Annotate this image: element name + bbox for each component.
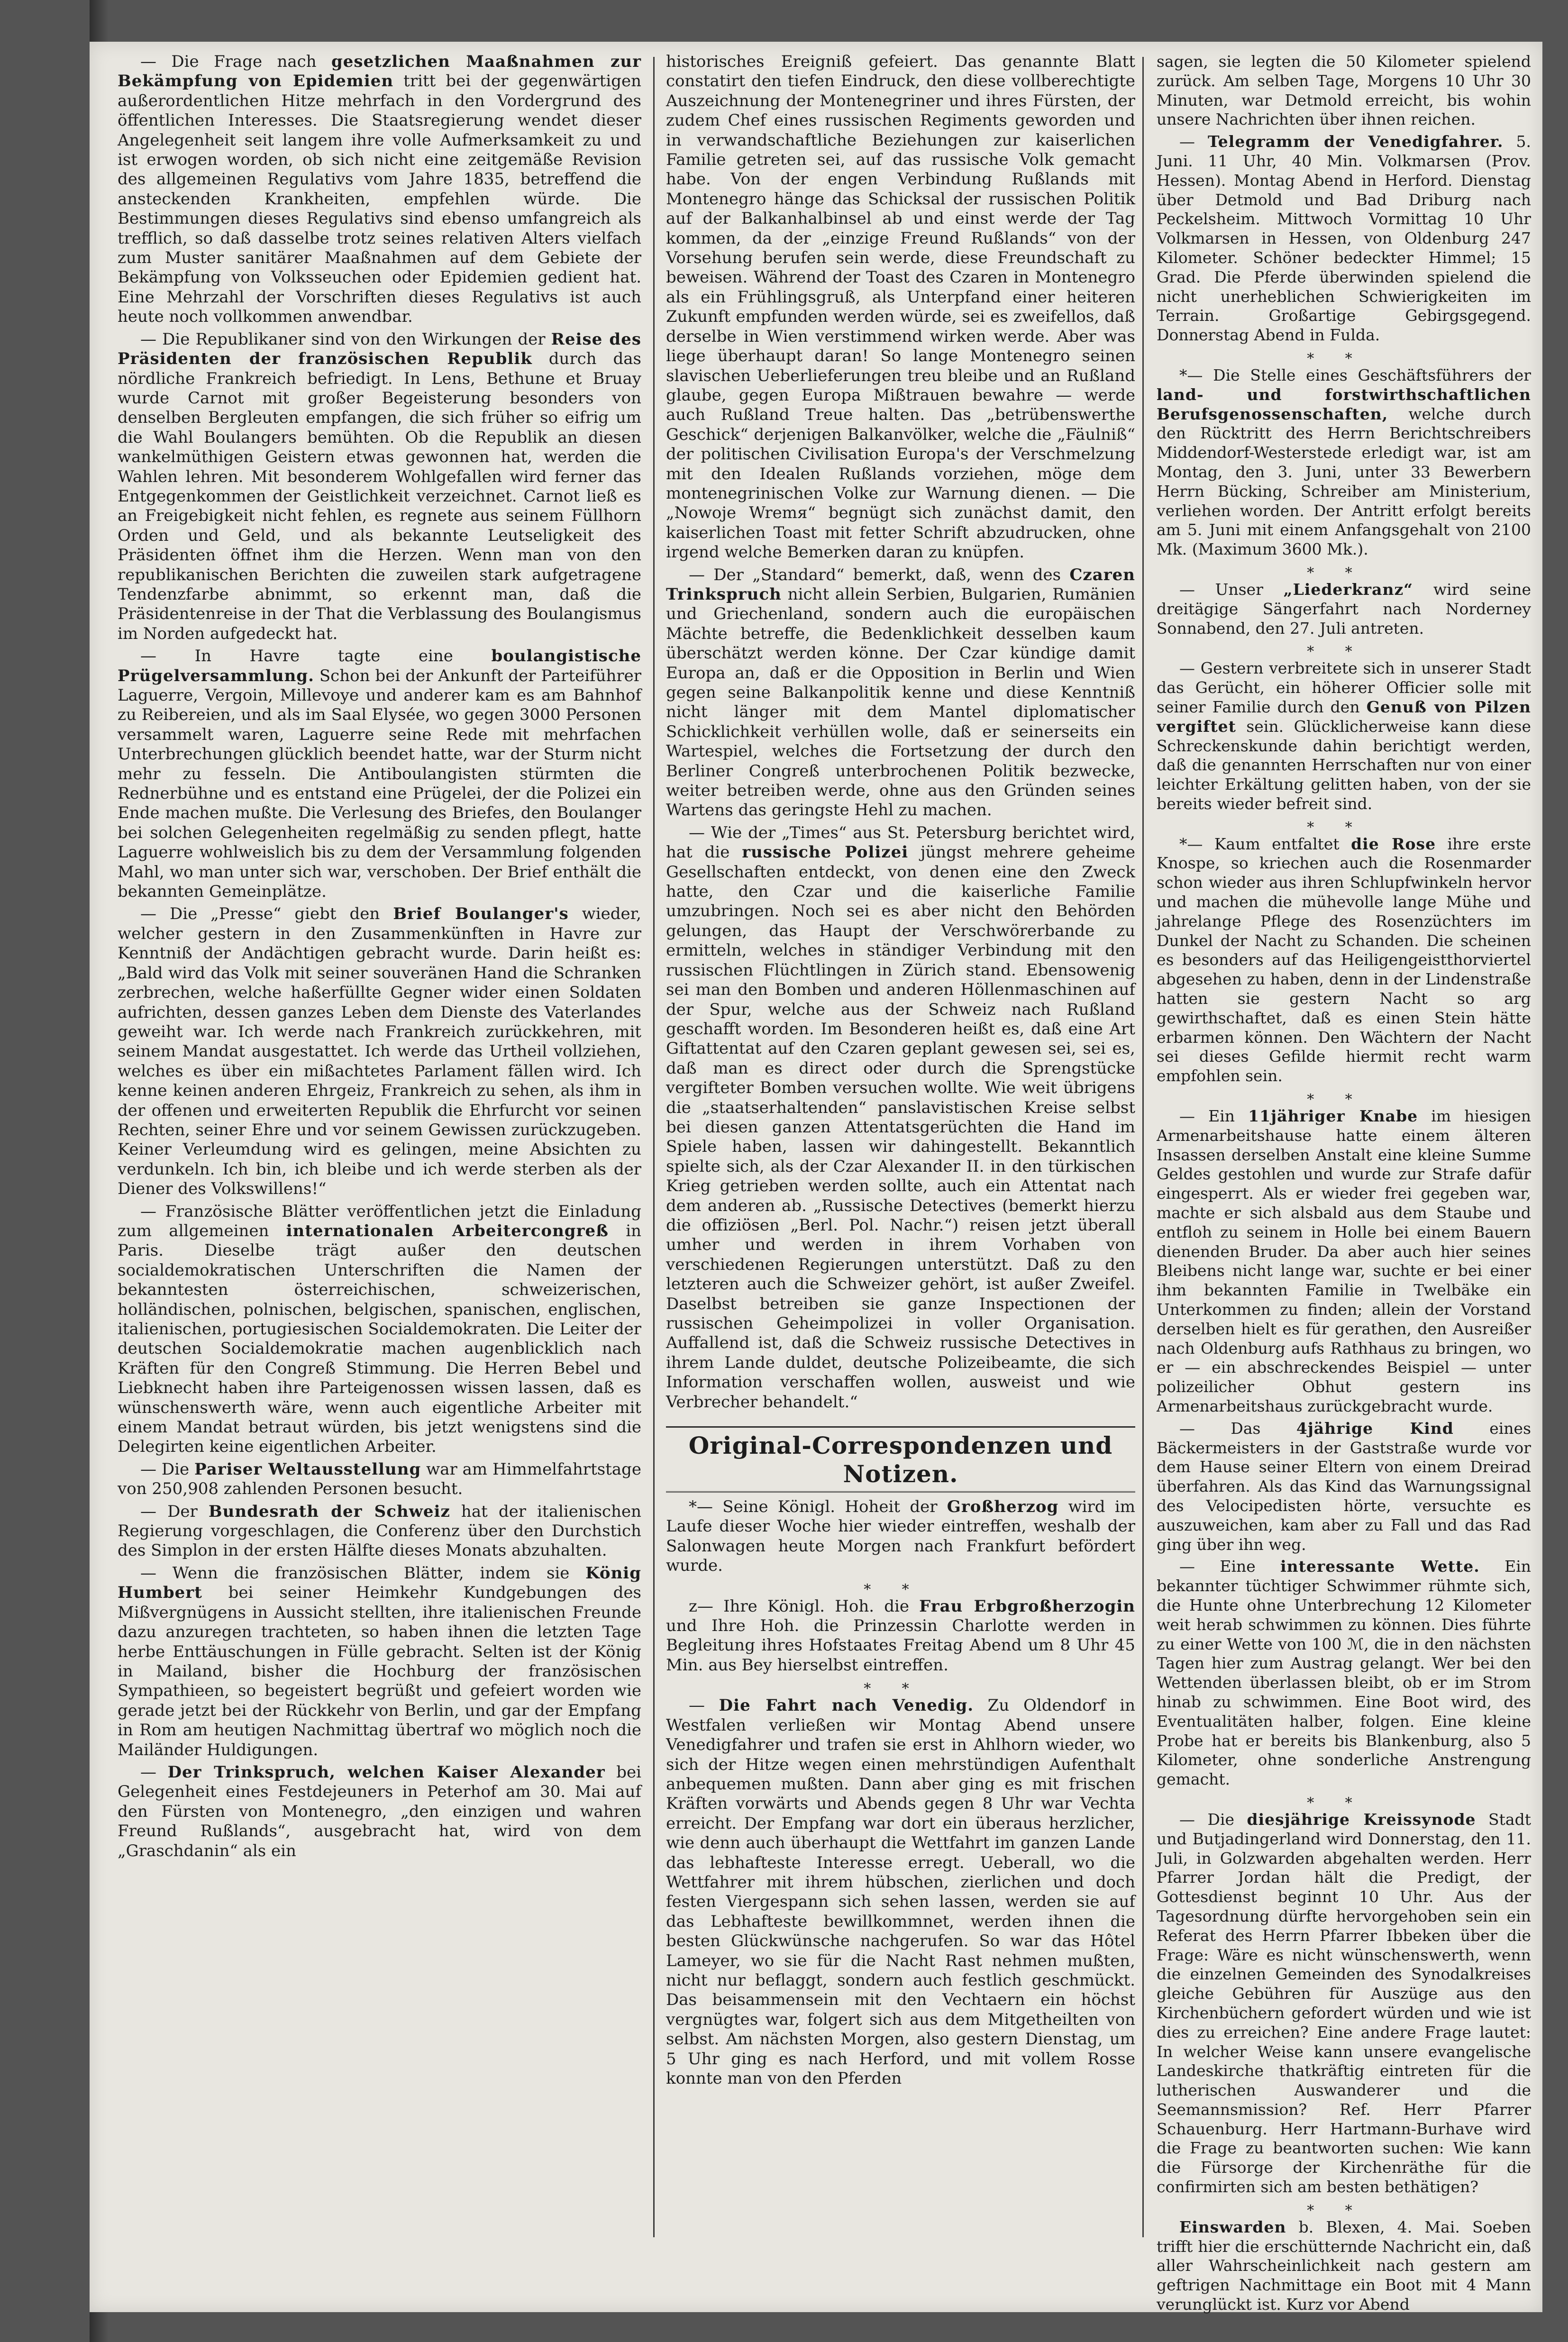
item-keyword: Großherzog bbox=[947, 1497, 1059, 1517]
item-keyword: die Rose bbox=[1351, 834, 1436, 853]
item-text: und Ihre Hoh. die Prinzessin Charlotte werden in Begleitung ihres Hofstaates Freitag Abend um 8 Uhr 45 Min. aus Bey hierselbst eintreffen. bbox=[666, 1616, 1135, 1675]
item-text: eines Bäckermeisters in der Gaststraße wurde vor dem Hause seiner Eltern von einem Dreirad überfahren. Als das Kind das Warnungssignal des Velocipedisten hörte, versuchte es auszuweichen, kam aber zu Fall und das Rad ging über ihn weg. bbox=[1157, 1419, 1532, 1554]
item-keyword: interessante Wette. bbox=[1280, 1557, 1480, 1576]
asterism-divider: ∗∗ bbox=[862, 1677, 939, 1695]
asterism-divider: ∗∗ bbox=[1305, 347, 1382, 364]
item-text: ihre erste Knospe, so kriechen auch die Rosenmarder schon wieder aus ihren Schlupfwinkeln hervor und machen die mühevolle lange Mühe und jahrelange Pflege des Rosenzüchters im Dunkel der Nacht zu Schanden. Die scheinen es besonders auf das Heiligengeistthorviertel abgesehen zu haben, denn in der Lindenstraße hatten sie gestern Nacht so arg gewirthschaftet, daß es einen Stein hätte erbarmen können. Den Wächtern der Nacht sei dieses Gefilde hiermit recht warm empfohlen sein. bbox=[1157, 834, 1532, 1085]
item-lead: z— Ihre Königl. Hoh. die bbox=[689, 1596, 920, 1616]
item-text: war am Himmelfahrtstage von 250,908 zahlenden Personen besucht. bbox=[118, 1459, 641, 1499]
news-item bbox=[118, 1763, 641, 1861]
news-item bbox=[666, 1696, 1135, 2088]
item-text: bei seiner Heimkehr Kundgebungen des Mißvergnügens in Aussicht stellten, ihre italienischen Freunde dazu anzuregen trachteten, so haben ihnen die letzten Tage herbe Enttäuschungen in Fülle gebracht. Selten ist der König in Mailand, bisher die Hochburg der französischen Sympathieen, so begeistert begrüßt und gefeiert worden wie gerade jetzt bei der Rückkehr von Berlin, und gar der Empfang in Rom am heutigen Nachmittag übertraf wo möglich noch die Mailänder Huldigungen. bbox=[118, 1583, 641, 1759]
item-text: jüngst mehrere geheime Gesellschaften entdeckt, von denen eine den Zweck hatte, den Czar und die kaiserliche Familie umzubringen. Noch sei es aber nicht den Behörden gelungen, das Haupt der Verschwörerbande zu ermitteln, welches in ständiger Verbindung mit den russischen Flüchtlingen in Zürich stand. Ebensowenig sei man den Bomben und anderen Höllenmaschinen auf der Spur, welche aus der Schweiz nach Rußland geschafft worden. Im Besonderen heißt es, daß eine Art Giftattentat auf den Czaren geplant gewesen sei, sei es, daß man es direct oder durch die Sprengstücke vergifteter Bomben versuchen wollte. Wie weit übrigens die „staatserhaltenden“ panslavistischen Kreise selbst bei diesen ganzen Attentatsgerüchten die Hand im Spiele haben, lassen wir dahingestellt. Bekanntlich spielte sich, als der Czar Alexander II. in den türkischen Krieg getrieben werden sollte, auch ein Attentat nach dem anderen ab. „Russische Detectives (bemerkt hierzu die offiziösen „Berl. Pol. Nachr.“) reisen jetzt überall umher und werden in ihrem Vorhaben von verschiedenen Regierungen unterstützt. Daß zu den letzteren auch die Schweizer gehört, ist außer Zweifel. Daselbst betreiben sie ganze Inspectionen der russischen Geheimpolizei in voller Organisation. Auffallend ist, daß die Schweiz russische Detectives in ihrem Lande duldet, deutsche Polizeibeamte, die sich Information verschaffen wollen, ausweist und wie Verbrecher behandelt.“ bbox=[666, 843, 1135, 1412]
news-item bbox=[118, 1502, 641, 1561]
column-3 bbox=[1157, 52, 1532, 2314]
item-lead: — Wie der „Times“ aus St. Petersburg berichtet wird, hat die bbox=[666, 823, 1135, 862]
item-lead: *— Seine Königl. Hoheit der bbox=[689, 1497, 947, 1517]
item-lead: — Die Republikaner sind von den Wirkungen der bbox=[140, 329, 551, 349]
item-keyword: Der Trinkspruch, welchen Kaiser Alexander bbox=[167, 1762, 605, 1782]
asterism-divider: ∗∗ bbox=[1305, 561, 1382, 578]
item-keyword: Czaren Trinkspruch bbox=[666, 565, 1135, 604]
item-lead: — Die bbox=[1179, 1810, 1247, 1829]
item-text: wird im Laufe dieser Woche hier wieder eintreffen, weshalb der Salonwagen heute Morgen nach Frankfurt befördert wurde. bbox=[666, 1497, 1135, 1576]
item-lead: — Die „Presse“ giebt den bbox=[140, 904, 393, 924]
item-lead: — bbox=[689, 1696, 719, 1715]
item-text: wird seine dreitägige Sängerfahrt nach Norderney Sonnabend, den 27. Juli antreten. bbox=[1157, 580, 1531, 638]
item-keyword: Pariser Weltausstellung bbox=[194, 1459, 421, 1479]
item-keyword: 4jährige Kind bbox=[1296, 1419, 1454, 1438]
column-rule bbox=[653, 57, 655, 2237]
item-keyword: Telegramm der Venedigfahrer. bbox=[1208, 132, 1504, 151]
item-text: durch das nördliche Frankreich befriedigt. In Lens, Bethune et Bruay wurde Carnot mit großer Begeisterung besonders von denselben Bergleuten empfangen, die sich früher so eifrig um die Wahl Boulangers bemühten. Ob die Republik an diesen wankelmüthigen Geistern etwas gewonnen hat, werden die Wahlen lehren. Mit besonderem Wohlgefallen wird ferner das Entgegenkommen der Geistlichkeit verzeichnet. Carnot ließ es an Freigebigkeit nicht fehlen, es regnete aus seinem Füllhorn Orden und Geld, und als bekannte Leutseligkeit des Präsidenten öffnet ihm die Herzen. Wenn man von den republikanischen Berichten die zuweilen stark aufgetragene Tendenzfarbe abnimmt, so erkennt man, daß die Präsidentenreise in der That die Verblassung des Boulangismus im Norden aufgedeckt hat. bbox=[118, 349, 642, 643]
item-lead: — Gestern verbreitete sich in unserer Stadt das Gerücht, ein höherer Officier solle mit seiner Familie durch den bbox=[1157, 659, 1531, 716]
news-item bbox=[1157, 2218, 1531, 2315]
item-keyword: Frau Erbgroßherzogin bbox=[919, 1596, 1136, 1616]
item-keyword: land- und forstwirthschaftlichen Berufsgenossenschaften, bbox=[1157, 385, 1531, 423]
asterism-divider: ∗∗ bbox=[1305, 816, 1382, 833]
item-text: sein. Glücklicherweise kann diese Schreckenskunde dahin berichtigt werden, daß die genannten Herrschaften nur von einer leichter Erkältung gelitten haben, von der sie bereits wieder befreit sind. bbox=[1157, 717, 1531, 813]
item-text: 5. Juni. 11 Uhr, 40 Min. Volkmarsen (Prov. Hessen). Montag Abend in Herford. Dienstag über Detmold und Bad Driburg nach Peckelsheim. Mittwoch Vormittag 10 Uhr Volkmarsen in Hessen, von Oldenburg 247 Kilometer. Schöner bedeckter Himmel; 15 Grad. Die Pferde überwinden spielend die nicht unerheblichen Schwierigkeiten im Terrain. Großartige Gebirgsgegend. Donnerstag Abend in Fulda. bbox=[1157, 132, 1531, 345]
news-item bbox=[1157, 366, 1531, 559]
item-keyword: boulangistische Prügelversammlung. bbox=[118, 647, 641, 685]
item-text: b. Blexen, 4. Mai. Soeben trifft hier die erschütternde Nachricht ein, daß aller Wahrscheinlichkeit nach gestern am geftrigen Nachmittage ein Boot mit 4 Mann verunglückt ist. Kurz vor Abend bbox=[1157, 2217, 1531, 2314]
item-text: tritt bei der gegenwärtigen außerordentlichen Hitze mehrfach in den Vordergrund des öffentlichen Interesses. Die Staatsregierung wendet dieser Angelegenheit seit langem ihre volle Aufmerksamkeit zu und ist erwogen worden, ob sich nicht eine zeitgemäße Revision des allgemeinen Regulativs vom Jahre 1835, betreffend die ansteckenden Krankheiten, empfehlen würde. Die Bestimmungen dieses Regulativs sind ebenso umfangreich als trefflich, so daß dasselbe trotz seines relativen Alters vielfach zum Muster sanitärer Maaßnahmen auf dem Gebiete der Bekämpfung von Volksseuchen oder Epidemien gedient hat. Eine Mehrzahl der Vorschriften dieses Regulativs ist auch heute noch vollkommen anwendbar. bbox=[118, 72, 641, 327]
news-item bbox=[1157, 659, 1531, 813]
item-keyword: Einswarden bbox=[1179, 2217, 1286, 2236]
item-keyword: diesjährige Kreissynode bbox=[1247, 1810, 1476, 1829]
news-item bbox=[1157, 52, 1531, 129]
news-item bbox=[118, 904, 641, 1199]
item-text: Schon bei der Ankunft der Parteiführer Laguerre, Vergoin, Millevoye und anderer kam es am Bahnhof zu Reibereien, und als im Saal Elysée, wo gegen 3000 Personen versammelt waren, Laguerre seine Rede mit mehrfachen Unterbrechungen glücklich beendet hatte, war der Sturm nicht mehr zu fesseln. Die Antiboulangisten stürmten die Rednerbühne und es entstand eine Prügelei, der die Polizei ein Ende machen mußte. Die Verlesung des Briefes, den Boulanger bei solchen Gelegenheiten regelmäßig zu senden pflegt, hatte Laguerre wohlweislich bis zu dem der Versammlung folgenden Mahl, wo man unter sich war, verschoben. Der Brief enthält die bekannten Gemeinplätze. bbox=[118, 666, 641, 902]
item-keyword: Brief Boulanger's bbox=[393, 904, 569, 924]
news-item bbox=[118, 1202, 641, 1457]
news-item bbox=[666, 1597, 1135, 1676]
item-lead: historisches Ereigniß gefeiert. Das genannte Blatt constatirt den tiefen Eindruck, den diese vollberechtigte Auszeichnung der Montenegriner und ihres Fürsten, der zudem Chef eines russischen Regiments geworden und in verwandschaftliche Beziehungen zur kaiserlichen Familie getreten sei, auf das russische Volk gemacht habe. Von der engen Verbindung Rußlands mit Montenegro hänge das Schicksal der russischen Politik auf der Balkanhalbinsel ab und einst werde der Tag kommen, da der „einzige Freund Rußlands“ von der Vorsehung berufen sein werde, diese Freundschaft zu beweisen. Während der Toast des Czaren in Montenegro als ein Frühlingsgruß, als Unterpfand einer heiteren Zukunft empfunden werden würde, sei es zweifellos, daß derselbe in Wien verstimmend wirken werde. Aber was liege überhaupt daran! So lange Montenegro seinen slavischen Ueberlieferungen treu bleibe und an Rußland glaube, gegen Europa Mißtrauen bewahre — werde auch Rußland Treue halten. Das „betrübenswerthe Geschick“ derjenigen Balkanvölker, welche die „Fäulniß“ der politischen Civilisation Europa's der Verschmelzung mit den Idealen Rußlands vorziehen, möge dem montenegrinischen Volke zur Warnung dienen. — Die „Nowoje Wremя“ begnügt sich zunächst damit, den kaiserlichen Toast mit fetter Schrift abzudrucken, ohne irgend welche Bemerken daran zu knüpfen. bbox=[666, 52, 1135, 562]
asterism-divider: ∗∗ bbox=[1305, 640, 1382, 657]
item-lead: — Wenn die französischen Blätter, indem sie bbox=[140, 1563, 586, 1583]
item-lead: sagen, sie legten die 50 Kilometer spielend zurück. Am selben Tage, Morgens 10 Uhr 30 Minuten, war Detmold erreicht, bis wohin unsere Nachrichten über ihnen reichen. bbox=[1157, 52, 1531, 129]
asterism-divider: ∗∗ bbox=[1305, 1088, 1382, 1105]
news-item bbox=[1157, 132, 1531, 345]
item-keyword: König Humbert bbox=[118, 1563, 641, 1603]
news-item bbox=[1157, 1557, 1531, 1789]
item-lead: — Der bbox=[140, 1502, 209, 1521]
item-keyword: Bundesrath der Schweiz bbox=[208, 1502, 450, 1521]
news-item bbox=[118, 330, 641, 644]
column-1 bbox=[118, 52, 641, 2242]
item-keyword: gesetzlichen Maaßnahmen zur Bekämpfung von Epidemien bbox=[118, 52, 641, 91]
item-text: Ein bekannter tüchtiger Schwimmer rühmte sich, die Hunte ohne Unterbrechung 12 Kilometer weit herab schwimmen zu können. Dies führte zu einer Wette von 100 ℳ, die in den nächsten Tagen hier zum Austrag gelangt. Wer bei den Wettenden überlassen bleibt, ob er im Strom hinab zu schwimmen. Eine Boot wird, des Eventualitäten halber, folgen. Eine kleine Probe hat er bereits bis Blankenburg, also 5 Kilometer, ohne sonderliche Anstrengung gemacht. bbox=[1157, 1557, 1531, 1789]
item-lead: — Der „Standard“ bemerkt, daß, wenn des bbox=[689, 565, 1070, 584]
item-keyword: russische Polizei bbox=[742, 843, 909, 862]
item-text: hat der italienischen Regierung vorgeschlagen, die Conferenz über den Durchstich des Simplon in der ersten Hälfte dieses Monats abzuhalten. bbox=[118, 1502, 642, 1560]
news-item bbox=[118, 1460, 641, 1499]
news-item bbox=[666, 565, 1135, 820]
item-lead: — Das bbox=[1179, 1419, 1296, 1438]
section-header: Original-Correspondenzen und Notizen. bbox=[666, 1426, 1135, 1493]
news-item bbox=[1157, 1419, 1531, 1555]
item-lead: — Unser bbox=[1179, 580, 1284, 599]
item-lead: *— Kaum entfaltet bbox=[1179, 834, 1351, 853]
item-text: Stadt und Butjadingerland wird Donnerstag, den 11. Juli, in Golzwarden abgehalten werden. Herr Pfarrer Jordan hält die Predigt, der Gottesdienst beginnt 10 Uhr. Aus der Tagesordnung dürfte hervorgehoben sein ein Referat des Herrn Pfarrer Ibbeken über die Frage: Wäre es nicht wünschenswerth, wenn die einzelnen Gemeinden des Synodalkreises gleiche Gebühren für Auszüge aus den Kirchenbüchern gefordert würden und wie ist dies zu erreichen? Eine andere Frage lautet: In welcher Weise kann unsere evangelische Landeskirche thatkräftig eintreten für die lutherischen Auswanderer und die Seemannsmission? Ref. Herr Pfarrer Schauenburg. Herr Hartmann-Burhave wird die Frage zu beantworten suchen: Wie kann die Fürsorge der Kirchenräthe für die confirmirten sich am besten bethätigen? bbox=[1157, 1810, 1531, 2196]
item-text: im hiesigen Armenarbeitshause hatte einem älteren Insassen derselben Anstalt eine kleine Summe Geldes gestohlen und wurde zur Strafe dafür eingesperrt. Als er wieder frei gegeben war, machte er sich alsbald aus dem Staube und entfloh zu seinem in Holle bei einem Bauern dienenden Bruder. Da aber auch hier seines Bleibens nicht lange war, suchte er bei einer ihm bekannten Familie in Twelbäke ein Unterkommen zu finden; allein der Vorstand derselben hielt es für gerathen, den Ausreißer nach Oldenburg aufs Rathhaus zu bringen, wo er — ein abschreckendes Beispiel — unter polizeilicher Obhut gestern ins Armenarbeitshaus zurückgebracht wurde. bbox=[1157, 1107, 1531, 1415]
news-item bbox=[118, 1564, 641, 1760]
news-item bbox=[666, 1497, 1135, 1576]
news-item bbox=[1157, 1810, 1531, 2197]
column-2 bbox=[666, 52, 1135, 2185]
item-lead: — Die Frage nach bbox=[140, 52, 332, 71]
item-lead: — In Havre tagte eine bbox=[140, 647, 492, 666]
asterism-divider: ∗∗ bbox=[1305, 1791, 1382, 1808]
item-text: welche durch den Rücktritt des Herrn Berichtschreibers Middendorf-Westerstede erledigt war, ist am Montag, den 3. Juni, unter 33 Bewerbern Herrn Bücking, Schreiber am Ministerium, verliehen worden. Der Antritt erfolgt bereits am 5. Juni mit einem Anfangsgehalt von 2100 Mk. (Maximum 3600 Mk.). bbox=[1157, 404, 1531, 559]
item-lead: — Ein bbox=[1179, 1107, 1249, 1126]
item-text: nicht allein Serbien, Bulgarien, Rumänien und Griechenland, sondern auch die europäischen Mächte betreffe, die Bedenklichkeit desselben kaum überschätzt werden könne. Der Czar kündige damit Europa an, daß er die Opposition in Berlin und Wien gegen seine Balkanpolitik kenne und diese Kenntniß nicht länger mit dem Mantel diplomatischer Schicklichkeit verhüllen wolle, daß er seinerseits ein Wartespiel, welches die Fortsetzung der durch den Berliner Congreß unterbrochenen Politik bezwecke, weiter betreiben werde, ohne aus den Gründen seines Wartens das geringste Hehl zu machen. bbox=[666, 584, 1135, 820]
item-lead: — Die bbox=[140, 1459, 195, 1479]
item-keyword: Genuß von Pilzen vergiftet bbox=[1157, 697, 1531, 736]
news-item bbox=[1157, 1107, 1531, 1416]
item-lead: — Französische Blätter veröffentlichen jetzt die Einladung zum allgemeinen bbox=[118, 1202, 641, 1240]
item-text: bei Gelegenheit eines Festdejeuners in Peterhof am 30. Mai auf den Fürsten von Montenegro, „den einzigen und wahren Freund Rußlands“, ausgebracht hat, wird von dem „Graschdanin“ als ein bbox=[118, 1762, 641, 1860]
item-keyword: Reise des Präsidenten der französischen Republik bbox=[118, 329, 641, 369]
item-keyword: 11jähriger Knabe bbox=[1248, 1107, 1418, 1126]
item-text: in Paris. Dieselbe trägt außer den deutschen socialdemokratischen Unterschriften die Namen der bekanntesten österreichischen, schweizerischen, holländischen, polnischen, belgischen, spanischen, englischen, italienischen, portugiesischen Socialdemokraten. Die Leiter der deutschen Socialdemokratie machen augenblicklich nach Kräften für den Congreß Stimmung. Die Herren Bebel und Liebknecht haben ihre Parteigenossen wissen lassen, daß es wünschenswerth wäre, wenn auch eigentliche Arbeiter mit einem Mandat betraut würden, bis jetzt wenigstens sind die Delegirten keine eigentlichen Arbeiter. bbox=[118, 1221, 641, 1457]
item-lead: — bbox=[1179, 132, 1208, 151]
item-keyword: Die Fahrt nach Venedig. bbox=[719, 1696, 974, 1715]
item-keyword: internationalen Arbeitercongreß bbox=[286, 1221, 609, 1240]
item-lead: — bbox=[140, 1762, 168, 1782]
asterism-divider: ∗∗ bbox=[1305, 2199, 1382, 2216]
item-lead: *— Die Stelle eines Geschäftsführers der bbox=[1179, 365, 1531, 384]
news-item bbox=[118, 52, 641, 327]
news-item bbox=[1157, 580, 1531, 638]
item-text: Zu Oldendorf in Westfalen verließen wir Montag Abend unsere Venedigfahrer und trafen sie erst in Ahlhorn wieder, wo sich der Hitze wegen einen mehrstündigen Aufenthalt anbequemen mußten. Dann aber ging es mit frischen Kräften vorwärts und Abends gegen 8 Uhr war Vechta erreicht. Der Empfang war dort ein überaus herzlicher, wie denn auch überhaupt die Wettfahrt im ganzen Lande das lebhafteste Interesse erregt. Ueberall, wo die Wettfahrer mit ihrem hübschen, zierlichen und doch festen Viergespann sich sehen lassen, werden sie auf das Lebhafteste bewillkommnet, werden ihnen die besten Glückwünsche nachgerufen. So war das Hôtel Lameyer, wo sie für die Nacht Rast nehmen mußten, nicht nur beflaggt, sondern auch festlich geschmückt. Das beisammensein mit den Vechtaern ein höchst vergnügtes war, folgert sich aus dem Mitgetheilten von selbst. Am nächsten Morgen, also gestern Dienstag, um 5 Uhr ging es nach Herford, und mit vollem Rosse konnte man von den Pferden bbox=[666, 1696, 1136, 2088]
item-keyword: „Liederkranz“ bbox=[1283, 580, 1413, 599]
item-lead: — Eine bbox=[1179, 1557, 1281, 1576]
news-item bbox=[666, 52, 1135, 563]
item-text: wieder, welcher gestern in den Zusammenkünften in Havre zur Kenntniß der Andächtigen gebracht wurde. Darin heißt es: „Bald wird das Volk mit seiner souveränen Hand die Schranken zerbrechen, welche haßerfüllte Gegner wider einen Soldaten aufrichten, dessen ganzes Leben dem Dienste des Vaterlandes geweiht war. Ich werde nach Frankreich zurückkehren, mit seinem Mandat ausgestattet. Ich werde das Urtheil vollziehen, welches es über ein mißachtetes Parlament fällen wird. Ich kenne keinen anderen Ehrgeiz, Frankreich zu sehen, als ihm in der offenen und erweiterten Republik die Ehrfurcht vor seinen Rechten, seiner Ehre und vor seinem Gewissen zurückzugeben. Keiner Verleumdung wird es gelingen, meine Absichten zu verdunkeln. Ich bin, ich bleibe und ich werde sterben als der Diener des Volkswillens!“ bbox=[118, 904, 641, 1199]
asterism-divider: ∗∗ bbox=[862, 1578, 939, 1595]
news-item bbox=[666, 823, 1135, 1412]
news-item bbox=[118, 647, 641, 902]
column-rule bbox=[1142, 57, 1144, 2237]
news-item bbox=[1157, 835, 1531, 1086]
